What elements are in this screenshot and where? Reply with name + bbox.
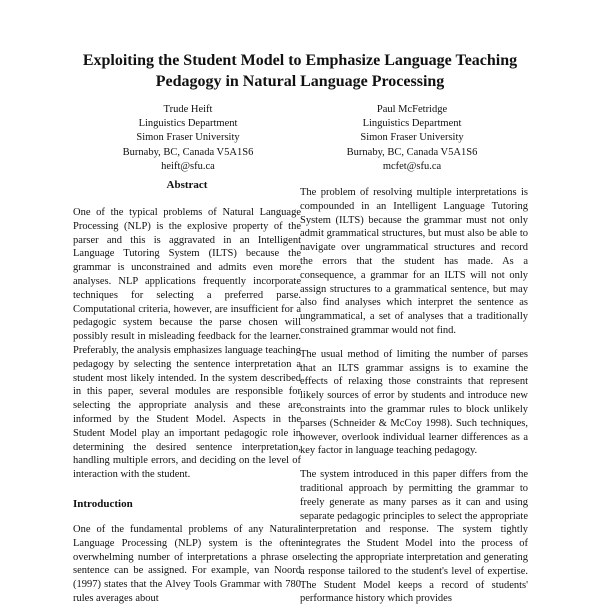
author-department: Linguistics Department xyxy=(138,118,238,130)
author-email: heift@sfu.ca xyxy=(161,160,215,172)
author-name: Paul McFetridge xyxy=(376,104,448,115)
abstract-text: One of the typical problems of Natural Language Processing (NLP) is the explosive property of the parser and this is aggravated in an Intelligent Language Tutoring System (ILTS) because the grammar is unconstrained and admits even more analyses. NLP applications frequently incorporate techniques for selecting a preferred parse. Computational criteria, however, are insufficient for a pedagogic system because the parse chosen will possibly result in misleading feedback for the learner. Preferably, the analysis emphasizes language teaching pedagogy by selecting the sentence interpretation a student most likely intended. In the system described in this paper, several modules are responsible for selecting the appropriate analysis and these are informed by the Student Model. Aspects in the Student Model play an important pedagogic role in determining the desired sentence interpretation, handling multiple errors, and deciding on the level of interaction with the student. xyxy=(73,207,301,481)
author-block-heift xyxy=(88,103,288,174)
body-paragraph: The usual method of limiting the number of parses that an ILTS grammar assigns is to examine the effects of relaxing those constraints that represent likely sources of error by students and introduce new constraints into the grammar rules to block unlikely parses (Schneider & McCoy 1998). Such techniques, however, overlook individual learner differences as a key factor in language teaching pedagogy. xyxy=(300,348,528,457)
introduction-paragraph: One of the fundamental problems of any Natural Language Processing (NLP) system is the often overwhelming number of interpretations a phrase or sentence can be assigned. For example, van Noord (1997) states that the Alvey Tools Grammar with 780 rules averages about xyxy=(73,523,301,604)
author-location: Burnaby, BC, Canada V5A1S6 xyxy=(122,146,254,158)
author-university: Simon Fraser University xyxy=(360,132,464,144)
body-paragraph: The problem of resolving multiple interpretations is compounded in an Intelligent Language Tutoring System (ILTS) because the grammar must not only admit grammatical structures, but must also be able to navigate over ungrammatical structures and record the errors that the student has made. As a consequence, a grammar for an ILTS will not only assign structures to a grammatical sentence, but may also find analyses which interpret the sentence as ungrammatical, a set of analyses that a traditionally constrained grammar would not find. xyxy=(300,187,528,336)
author-department: Linguistics Department xyxy=(362,118,462,130)
author-name: Trude Heift xyxy=(163,104,213,115)
author-university: Simon Fraser University xyxy=(136,132,240,144)
right-column xyxy=(300,186,528,616)
paper-title: Exploiting the Student Model to Emphasize Language Teaching Pedagogy in Natural Language Processing xyxy=(82,52,518,90)
author-block-mcfetridge xyxy=(312,103,512,174)
body-paragraph: The system introduced in this paper differs from the traditional approach by permitting the grammar to freely generate as many parses as it can and using separate pedagogic principles to select the appropriate interpretation and response. The system tightly integrates the Student Model into the process of selecting the appropriate interpretation and generating a response tailored to the student's level of expertise. The Student Model keeps a record of students' performance history which provides xyxy=(300,469,528,605)
left-column xyxy=(73,178,301,606)
author-location: Burnaby, BC, Canada V5A1S6 xyxy=(346,146,478,158)
author-email: mcfet@sfu.ca xyxy=(382,160,442,172)
introduction-heading: Introduction xyxy=(73,497,133,510)
abstract-heading: Abstract xyxy=(166,179,208,191)
